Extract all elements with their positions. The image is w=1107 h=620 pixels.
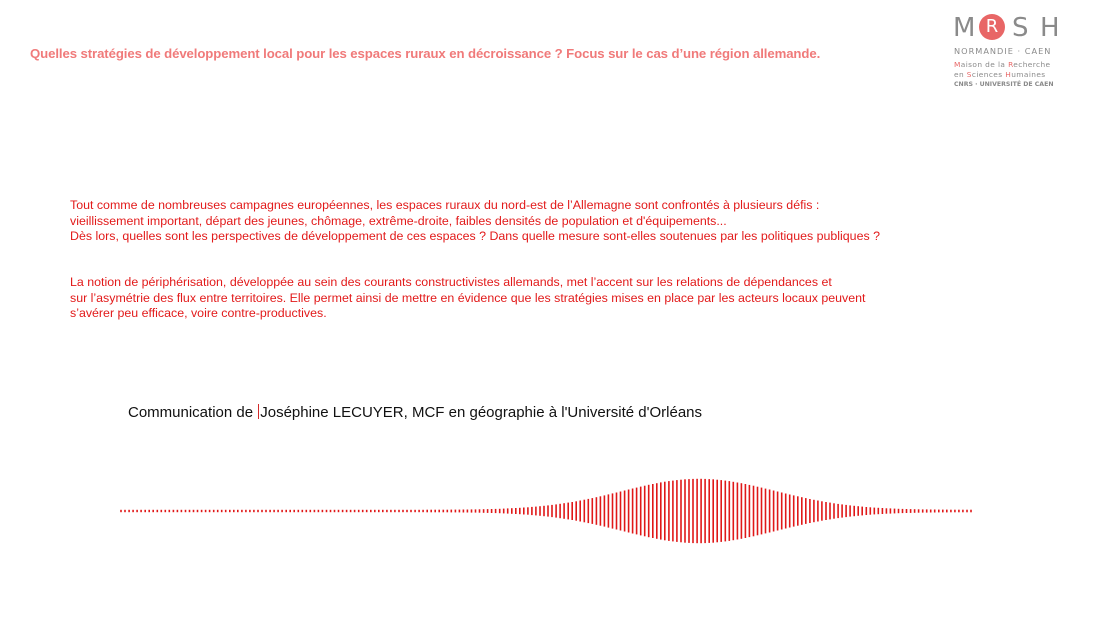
logo-line-2 [954,70,1046,79]
logo-line-1-text-2: echerche [1013,60,1051,69]
concept-paragraph [70,275,1050,322]
logo-letter-r: R [985,16,999,37]
concept-line-1: La notion de périphérisation, développée au sein des courants constructivistes allemands, met l’accent sur les relations de dépendances et [70,275,832,289]
logo-letter-h: H [1040,13,1060,43]
logo-line-2-text-1: en [954,70,967,79]
logo-line-2-cap-2: H [1005,70,1012,79]
logo-circle [979,14,1005,40]
logo-line-2-cap-1: S [966,70,972,79]
credit-prefix: Communication de [128,404,258,421]
logo-line-2-text-3: umaines [1011,70,1046,79]
logo-line-1-cap-2: R [1008,60,1014,69]
intro-line-1: Tout comme de nombreuses campagnes européennes, les espaces ruraux du nord-est de l’Allemagne sont confrontés à plusieurs défis : [70,198,820,212]
logo-line-1-cap-1: M [954,60,961,69]
intro-line-3: Dès lors, quelles sont les perspectives de développement de ces espaces ? Dans quelle mesure sont-elles soutenues par les politiques publiques ? [70,229,880,244]
logo-line-2-text-2: ciences [971,70,1006,79]
logo-line-1 [954,60,1051,69]
logo-wordmark [952,14,1068,44]
logo-subtitle: NORMANDIE · CAEN [954,46,1052,56]
audio-waveform [0,470,1107,550]
speaker-credit [128,404,702,421]
logo-line-1-text-1: aison de la [960,60,1009,69]
credit-speaker: Joséphine LECUYER, MCF en géographie à l'Université d'Orléans [260,404,703,421]
logo-letter-m: M [953,13,976,43]
logo-cnrs: CNRS · UNIVERSITÉ DE CAEN [954,81,1054,88]
intro-paragraph [70,198,1050,245]
mrsh-logo [952,14,1068,92]
concept-line-2: sur l’asymétrie des flux entre territoires. Elle permet ainsi de mettre en évidence que les stratégies mises en place par les acteurs locaux peuvent [70,290,866,305]
intro-line-2: vieillissement important, départ des jeunes, chômage, extrême-droite, faibles densités de population et d'équipements... [70,213,727,228]
presentation-title: Quelles stratégies de développement local pour les espaces ruraux en décroissance ? Focus sur le cas d’une région allemande. [30,46,821,61]
concept-line-3: s’avérer peu efficace, voire contre-productives. [70,306,327,321]
logo-letter-s: S [1012,13,1029,43]
